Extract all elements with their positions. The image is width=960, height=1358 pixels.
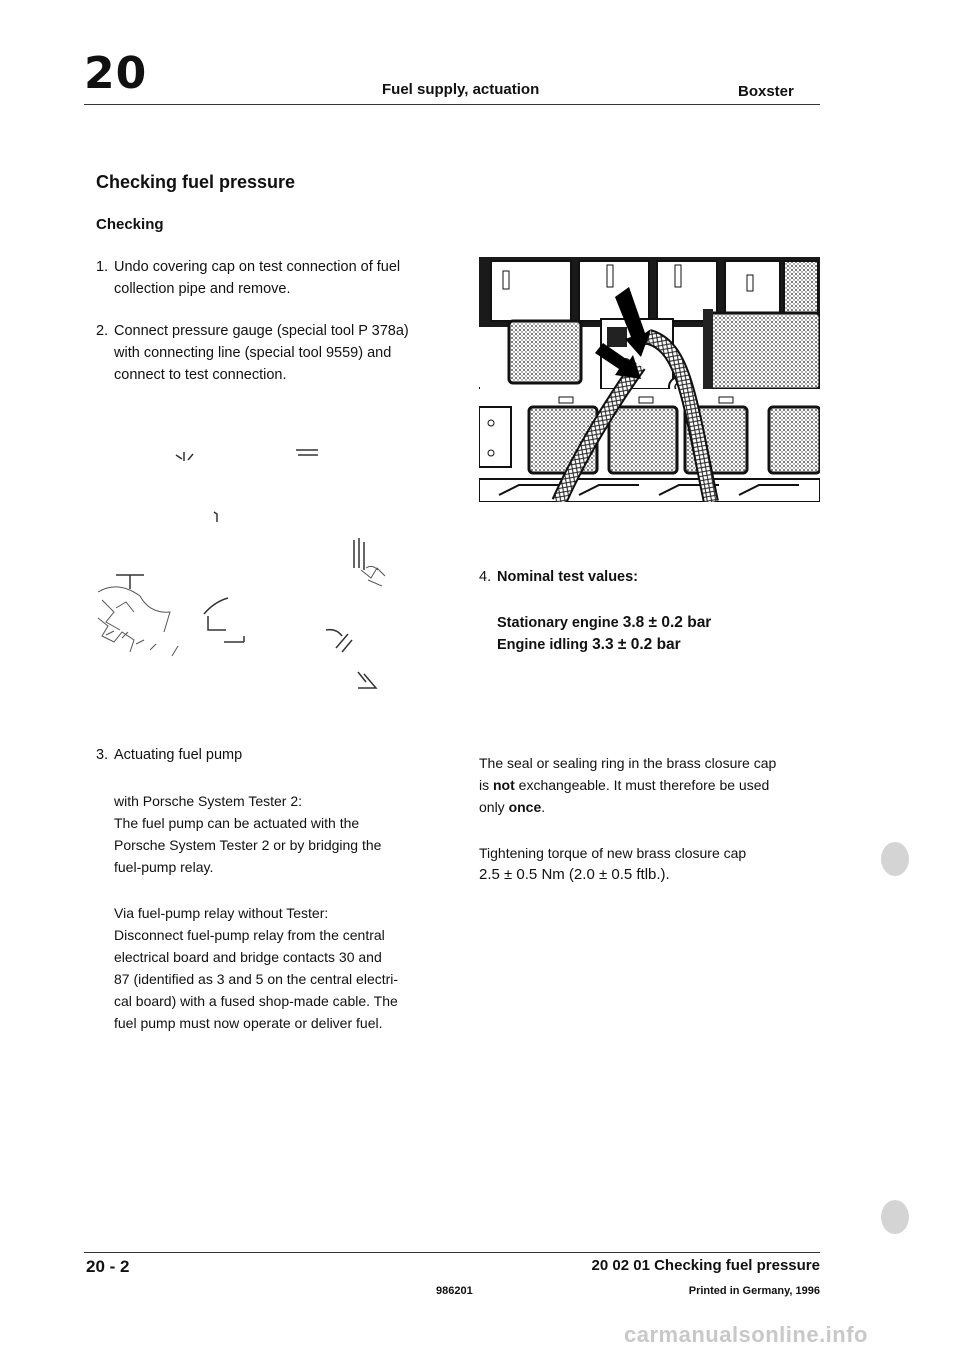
step-4-label: Nominal test values: bbox=[497, 569, 639, 585]
relay-heading: Via fuel-pump relay without Tester: bbox=[114, 905, 329, 921]
step-3 bbox=[96, 744, 242, 766]
torque-note bbox=[479, 842, 824, 886]
seal-note-line-3: only once. bbox=[479, 799, 546, 815]
binder-hole-lower bbox=[881, 1200, 909, 1234]
idling-value: 3.3 ± 0.2 bar bbox=[592, 636, 681, 653]
section-title: Checking fuel pressure bbox=[96, 172, 296, 192]
fuel-pipe-test-connection-illustration bbox=[479, 257, 820, 502]
step-3-title: Actuating fuel pump bbox=[114, 747, 243, 763]
footer-printed: Printed in Germany, 1996 bbox=[688, 1285, 820, 1297]
watermark: carmanualsonline.info bbox=[624, 1322, 868, 1347]
faded-illustration bbox=[96, 440, 436, 700]
relay-line-3: 87 (identified as 3 and 5 on the central electri- bbox=[114, 971, 399, 987]
relay-line-4: cal board) with a fused shop-made cable. The bbox=[114, 993, 398, 1009]
step-2-number: 2. bbox=[96, 323, 109, 339]
idling-label: Engine idling bbox=[497, 637, 589, 653]
relay-line-1: Disconnect fuel-pump relay from the central bbox=[114, 927, 385, 943]
torque-note-line-2: 2.5 ± 0.5 Nm (2.0 ± 0.5 ftlb.). bbox=[479, 866, 670, 883]
seal-note-line-1: The seal or sealing ring in the brass closure cap bbox=[479, 755, 777, 771]
chapter-number: 20 bbox=[84, 48, 148, 99]
stationary-row bbox=[497, 612, 711, 634]
footer-reference: 20 02 01 Checking fuel pressure bbox=[591, 1257, 820, 1274]
tester-heading: with Porsche System Tester 2: bbox=[114, 793, 303, 809]
step-1-number: 1. bbox=[96, 259, 109, 275]
step-3-number: 3. bbox=[96, 747, 109, 763]
seal-note-line-2: is not exchangeable. It must therefore be used bbox=[479, 777, 770, 793]
stationary-label: Stationary engine bbox=[497, 615, 619, 631]
idling-row bbox=[497, 634, 711, 656]
step-1 bbox=[96, 256, 400, 300]
step-4-number: 4. bbox=[479, 569, 492, 585]
seal-note-emphasis-not: not bbox=[493, 777, 515, 793]
tester-line-3: fuel-pump relay. bbox=[114, 859, 214, 875]
torque-note-line-1: Tightening torque of new brass closure cap bbox=[479, 845, 747, 861]
footer-rule bbox=[84, 1252, 820, 1253]
relay-line-5: fuel pump must now operate or deliver fuel. bbox=[114, 1015, 383, 1031]
relay-line-2: electrical board and bridge contacts 30 and bbox=[114, 949, 382, 965]
footer-code: 986201 bbox=[436, 1285, 473, 1297]
tester-line-1: The fuel pump can be actuated with the bbox=[114, 815, 360, 831]
step-2-line-1: Connect pressure gauge (special tool P 378a) bbox=[114, 323, 409, 339]
binder-hole-upper bbox=[881, 842, 909, 876]
header-model: Boxster bbox=[738, 83, 794, 100]
tester-block bbox=[114, 790, 444, 878]
tester-line-2: Porsche System Tester 2 or by bridging the bbox=[114, 837, 382, 853]
header-title: Fuel supply, actuation bbox=[382, 81, 540, 98]
stationary-value: 3.8 ± 0.2 bar bbox=[622, 614, 712, 631]
footer-page-number: 20 - 2 bbox=[86, 1257, 130, 1276]
step-2-line-3: connect to test connection. bbox=[114, 367, 287, 383]
nominal-values bbox=[497, 612, 711, 656]
relay-block bbox=[114, 902, 444, 1034]
step-1-line-1: Undo covering cap on test connection of fuel bbox=[114, 259, 401, 275]
step-2-line-2: with connecting line (special tool 9559) and bbox=[114, 345, 392, 361]
seal-note bbox=[479, 752, 824, 818]
step-2 bbox=[96, 320, 409, 386]
section-subtitle: Checking bbox=[96, 216, 164, 233]
step-4 bbox=[479, 566, 638, 588]
seal-note-emphasis-once: once bbox=[508, 799, 542, 815]
step-1-line-2: collection pipe and remove. bbox=[114, 281, 291, 297]
header-rule bbox=[84, 104, 820, 105]
